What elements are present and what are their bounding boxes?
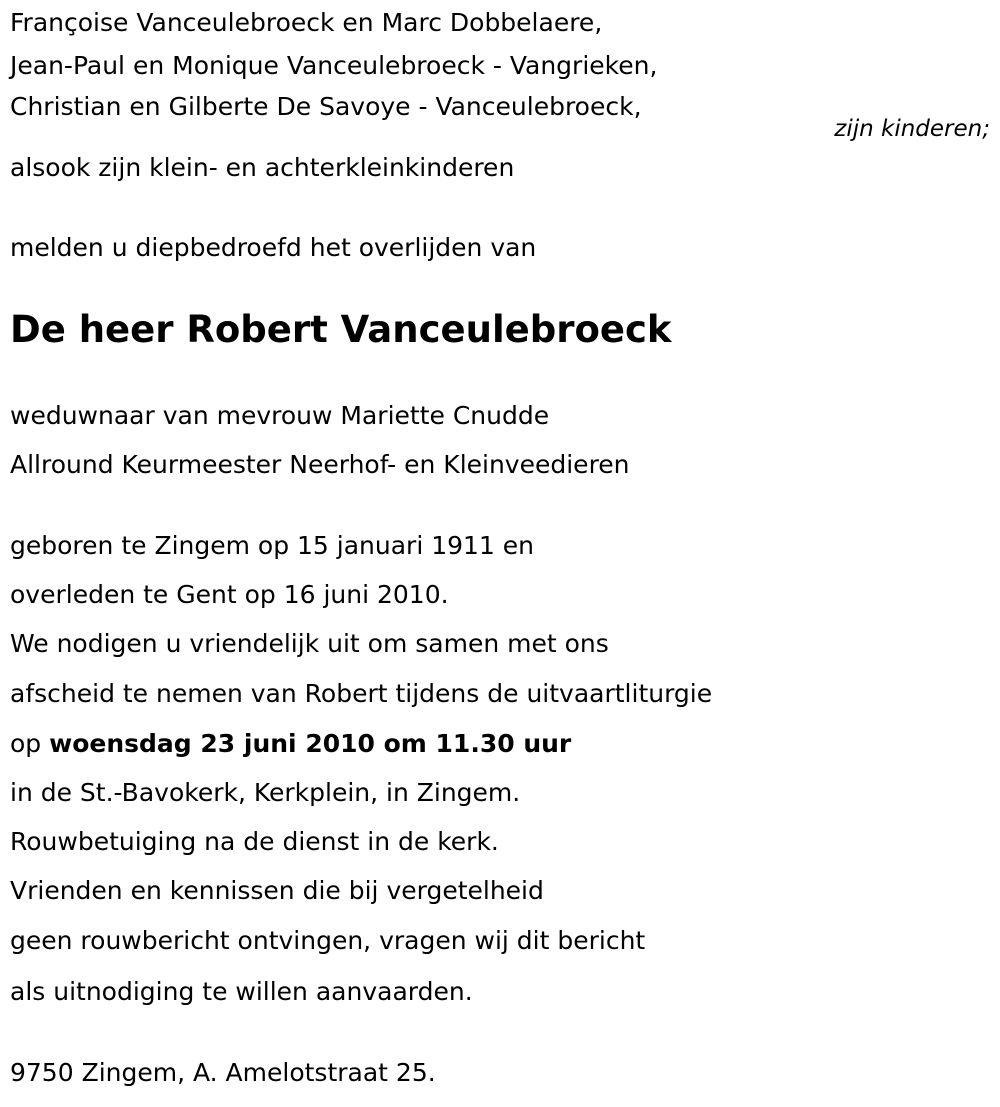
location-line: in de St.-Bavokerk, Kerkplein, in Zingem. bbox=[10, 778, 521, 807]
address-line: 9750 Zingem, A. Amelotstraat 25. bbox=[10, 1058, 436, 1087]
invite-line-2: afscheid te nemen van Robert tijdens de uitvaartliturgie bbox=[10, 679, 713, 708]
announce-line: melden u diepbedroefd het overlijden van bbox=[10, 233, 537, 262]
deceased-name: De heer Robert Vanceulebroeck bbox=[10, 308, 672, 351]
date-line bbox=[10, 729, 571, 759]
children-line-1: Françoise Vanceulebroeck en Marc Dobbelaere, bbox=[10, 8, 603, 37]
friends-line-2: geen rouwbericht ontvingen, vragen wij dit bericht bbox=[10, 926, 646, 955]
born-line: geboren te Zingem op 15 januari 1911 en bbox=[10, 531, 535, 560]
grandchildren-line: alsook zijn klein- en achterkleinkinderen bbox=[10, 153, 515, 182]
invite-line-1: We nodigen u vriendelijk uit om samen met ons bbox=[10, 629, 609, 658]
friends-line-3: als uitnodiging te willen aanvaarden. bbox=[10, 977, 473, 1006]
condolence-line: Rouwbetuiging na de dienst in de kerk. bbox=[10, 827, 499, 856]
date-prefix: op bbox=[10, 729, 50, 758]
date-value: woensdag 23 juni 2010 om 11.30 uur bbox=[49, 729, 572, 758]
profession-line: Allround Keurmeester Neerhof- en Kleinveedieren bbox=[10, 450, 630, 479]
friends-line-1: Vrienden en kennissen die bij vergetelheid bbox=[10, 876, 544, 905]
children-line-3: Christian en Gilberte De Savoye - Vanceulebroeck, bbox=[10, 92, 642, 121]
children-line-2: Jean-Paul en Monique Vanceulebroeck - Vangrieken, bbox=[10, 51, 658, 80]
children-note: zijn kinderen; bbox=[834, 116, 990, 142]
widower-line: weduwnaar van mevrouw Mariette Cnudde bbox=[10, 401, 550, 430]
died-line: overleden te Gent op 16 juni 2010. bbox=[10, 580, 449, 609]
